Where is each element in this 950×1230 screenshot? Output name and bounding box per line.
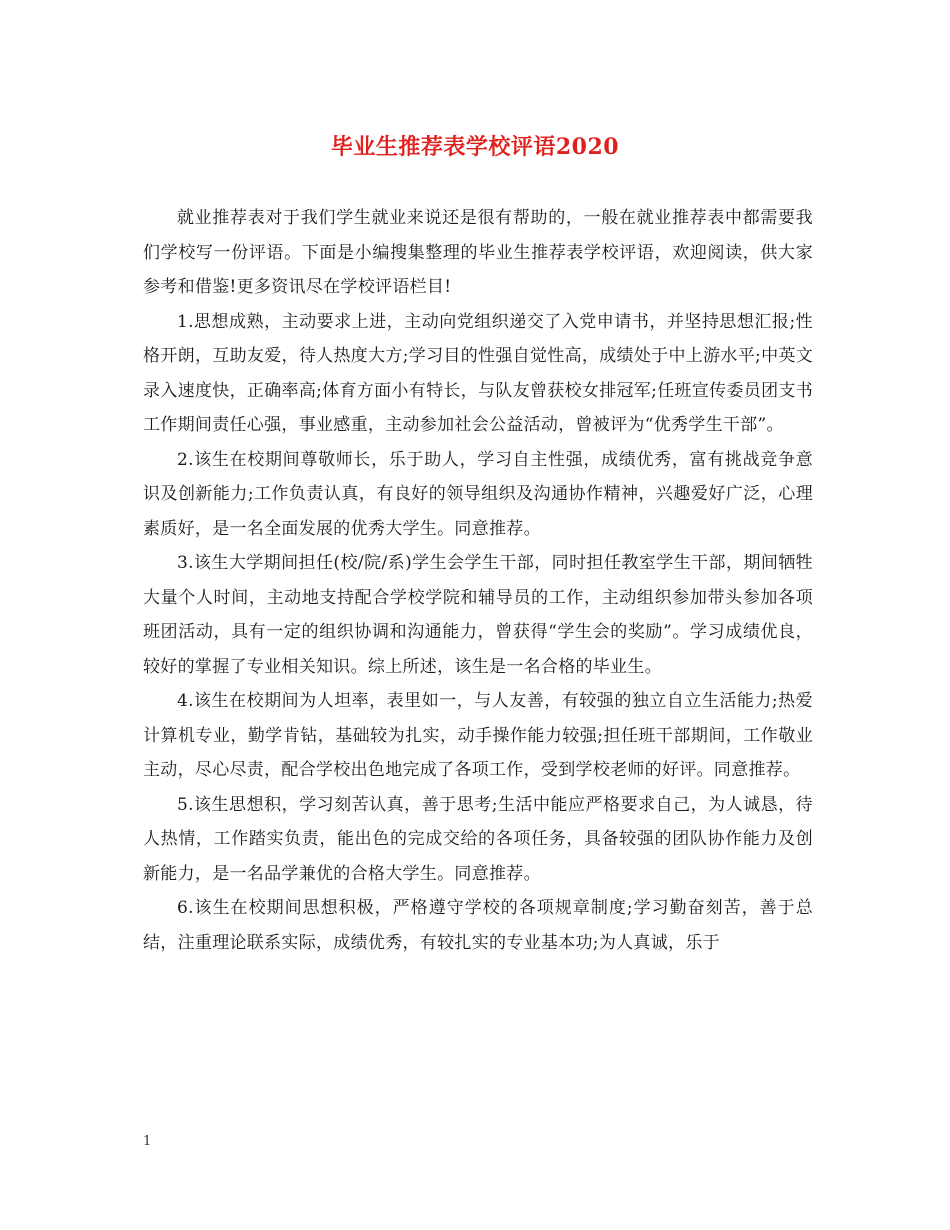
comment-paragraph-6: 6.该生在校期间思想积极，严格遵守学校的各项规章制度;学习勤奋刻苦，善于总结，注重理论联系实际，成绩优秀，有较扎实的专业基本功;为人真诚，乐于 <box>143 898 813 953</box>
document-title: 毕业生推荐表学校评语2020 <box>330 134 620 160</box>
page-number: 1 <box>143 1134 152 1149</box>
comment-paragraph-4: 4.该生在校期间为人坦率，表里如一，与人友善，有较强的独立自立生活能力;热爱计算机专业，勤学肯钻，基础较为扎实，动手操作能力较强;担任班干部期间，工作敬业主动，尽心尽责，配合学校出色地完成了各项工作，受到学校老师的好评。同意推荐。 <box>143 691 813 780</box>
comment-paragraph-3: 3.该生大学期间担任(校/院/系)学生会学生干部，同时担任教室学生干部，期间牺牲大量个人时间，主动地支持配合学校学院和辅导员的工作，主动组织参加带头参加各项班团活动，具有一定的组织协调和沟通能力，曾获得“学生会的奖励”。学习成绩优良，较好的掌握了专业相关知识。综上所述，该生是一名合格的毕业生。 <box>143 553 813 677</box>
comment-paragraph-1: 1.思想成熟，主动要求上进，主动向党组织递交了入党申请书，并坚持思想汇报;性格开朗，互助友爱，待人热度大方;学习目的性强自觉性高，成绩处于中上游水平;中英文录入速度快，正确率高;体育方面小有特长，与队友曾获校女排冠军;任班宣传委员团支书工作期间责任心强，事业感重，主动参加社会公益活动，曾被评为“优秀学生干部”。 <box>143 311 813 435</box>
document-body <box>143 201 813 960</box>
comment-paragraph-5: 5.该生思想积，学习刻苦认真，善于思考;生活中能应严格要求自己，为人诚恳，待人热情，工作踏实负责，能出色的完成交给的各项任务，具备较强的团队协作能力及创新能力，是一名品学兼优的合格大学生。同意推荐。 <box>143 794 813 884</box>
comment-paragraph-2: 2.该生在校期间尊敬师长，乐于助人，学习自主性强，成绩优秀，富有挑战竞争意识及创新能力;工作负责认真，有良好的领导组织及沟通协作精神，兴趣爱好广泛，心理素质好，是一名全面发展的优秀大学生。同意推荐。 <box>143 449 813 539</box>
intro-paragraph: 就业推荐表对于我们学生就业来说还是很有帮助的，一般在就业推荐表中都需要我们学校写一份评语。下面是小编搜集整理的毕业生推荐表学校评语，欢迎阅读，供大家参考和借鉴!更多资讯尽在学校评语栏目! <box>143 208 813 297</box>
